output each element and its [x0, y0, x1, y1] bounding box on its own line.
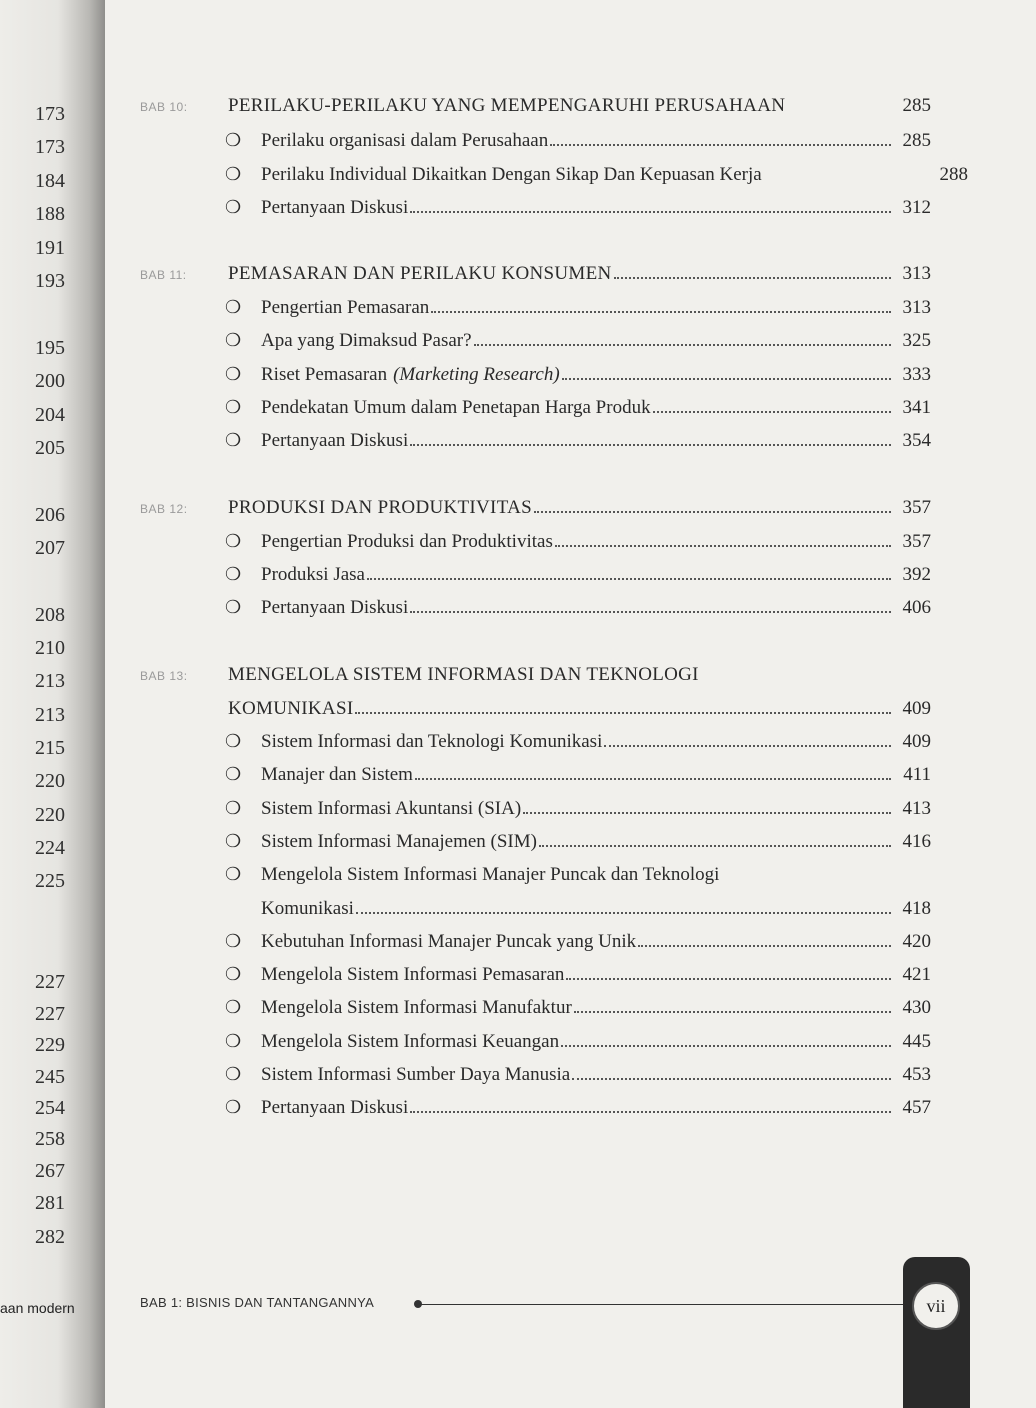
gutter-page-number: 245 — [35, 1066, 65, 1088]
gutter-page-number: 200 — [35, 370, 65, 392]
item-label: Pengertian Pemasaran — [261, 297, 430, 318]
dot-leader — [410, 611, 891, 613]
dot-leader — [523, 812, 891, 814]
item-label: Mengelola Sistem Informasi Pemasaran — [261, 964, 565, 985]
toc-item[interactable] — [225, 1097, 931, 1119]
page-number: 341 — [902, 397, 931, 418]
item-label: Apa yang Dimaksud Pasar? — [261, 330, 472, 351]
circle-bullet-icon: ❍ — [225, 197, 242, 218]
page-number: 416 — [902, 831, 931, 852]
item-label: Pertanyaan Diskusi — [261, 597, 409, 618]
toc-item[interactable] — [225, 764, 931, 786]
toc-item[interactable] — [225, 531, 931, 553]
dot-leader — [561, 1045, 891, 1047]
page-number: 392 — [902, 564, 931, 585]
page-number: 313 — [902, 297, 931, 318]
chapter-label: BAB 11: — [140, 268, 187, 282]
toc-item[interactable] — [225, 597, 931, 619]
page-number: 285 — [902, 95, 931, 116]
page-number: 409 — [902, 698, 931, 719]
dot-leader — [539, 845, 891, 847]
circle-bullet-icon: ❍ — [225, 931, 242, 952]
page-number: 421 — [902, 964, 931, 985]
gutter-footer-text: aan modern — [0, 1300, 75, 1316]
page-number: 357 — [902, 497, 931, 518]
item-label: Pertanyaan Diskusi — [261, 1097, 409, 1118]
dot-leader — [410, 444, 891, 446]
dot-leader — [415, 778, 891, 780]
toc-item[interactable] — [225, 564, 931, 586]
chapter-label: BAB 13: — [140, 669, 188, 683]
page-number: 313 — [902, 263, 931, 284]
dot-leader — [572, 1078, 891, 1080]
chapter-label: BAB 10: — [140, 100, 188, 114]
chapter-title: PERILAKU-PERILAKU YANG MEMPENGARUHI PERUSAHAAN — [228, 95, 786, 116]
circle-bullet-icon: ❍ — [225, 164, 242, 185]
item-label: Pertanyaan Diskusi — [261, 197, 409, 218]
page-number: 288 — [939, 164, 968, 185]
running-footer-title: BAB 1: BISNIS DAN TANTANGANNYA — [140, 1295, 375, 1310]
page-number: 325 — [902, 330, 931, 351]
dot-leader — [356, 912, 891, 914]
gutter-page-number: 225 — [35, 870, 65, 892]
gutter-page-number: 184 — [35, 170, 65, 192]
circle-bullet-icon: ❍ — [225, 831, 242, 852]
page-number: 354 — [902, 430, 931, 451]
item-label: Mengelola Sistem Informasi Manufaktur — [261, 997, 572, 1018]
page-number: 445 — [902, 1031, 931, 1052]
dot-leader — [653, 411, 891, 413]
circle-bullet-icon: ❍ — [225, 1031, 242, 1052]
circle-bullet-icon: ❍ — [225, 1097, 242, 1118]
toc-item-continued[interactable] — [261, 898, 931, 920]
dot-leader — [367, 578, 891, 580]
toc-item[interactable] — [225, 130, 931, 152]
toc-item[interactable] — [225, 931, 931, 953]
dot-leader — [566, 978, 891, 980]
footer-rule — [420, 1304, 905, 1305]
circle-bullet-icon: ❍ — [225, 297, 242, 318]
item-label: Sistem Informasi Sumber Daya Manusia — [261, 1064, 571, 1085]
dot-leader — [555, 545, 891, 547]
gutter-page-number: 281 — [35, 1192, 65, 1214]
gutter-page-number: 227 — [35, 971, 65, 993]
item-label: Riset Pemasaran — [261, 364, 388, 385]
gutter-page-number: 213 — [35, 670, 65, 692]
chapter-title: MENGELOLA SISTEM INFORMASI DAN TEKNOLOGI — [228, 664, 699, 685]
circle-bullet-icon: ❍ — [225, 531, 242, 552]
toc-item[interactable] — [225, 731, 931, 753]
chapter-heading[interactable] — [140, 497, 931, 519]
page-number: 453 — [902, 1064, 931, 1085]
item-label: Mengelola Sistem Informasi Manajer Puncak dan Teknologi — [261, 864, 720, 885]
dot-leader — [574, 1011, 891, 1013]
gutter-page-number: 205 — [35, 437, 65, 459]
dot-leader — [534, 511, 891, 513]
gutter-page-number: 188 — [35, 203, 65, 225]
page-number: 413 — [902, 798, 931, 819]
dot-leader — [562, 378, 891, 380]
toc-item[interactable] — [225, 1031, 931, 1053]
toc-item[interactable] — [225, 997, 931, 1019]
gutter-page-number: 195 — [35, 337, 65, 359]
gutter-page-number: 258 — [35, 1128, 65, 1150]
chapter-heading[interactable] — [140, 263, 931, 285]
toc-item[interactable] — [225, 330, 931, 352]
dot-leader — [431, 311, 891, 313]
page-number: 418 — [902, 898, 931, 919]
dot-leader — [614, 277, 891, 279]
circle-bullet-icon: ❍ — [225, 1064, 242, 1085]
chapter-title: KOMUNIKASI — [228, 698, 354, 719]
page-number: 457 — [902, 1097, 931, 1118]
circle-bullet-icon: ❍ — [225, 864, 242, 885]
gutter-page-number: 229 — [35, 1034, 65, 1056]
toc-item[interactable] — [225, 164, 968, 186]
page-number: 357 — [902, 531, 931, 552]
gutter-page-number: 227 — [35, 1003, 65, 1025]
item-label: Manajer dan Sistem — [261, 764, 413, 785]
item-label-italic: (Marketing Research) — [393, 364, 560, 385]
page-number-badge: vii — [912, 1282, 960, 1330]
gutter-page-number: 213 — [35, 704, 65, 726]
item-label: Sistem Informasi Akuntansi (SIA) — [261, 798, 522, 819]
gutter-page-number: 267 — [35, 1160, 65, 1182]
toc-item[interactable] — [225, 364, 931, 386]
chapter-label: BAB 12: — [140, 502, 188, 516]
dot-leader — [474, 344, 891, 346]
circle-bullet-icon: ❍ — [225, 330, 242, 351]
item-label: Pendekatan Umum dalam Penetapan Harga Produk — [261, 397, 651, 418]
gutter-page-number: 173 — [35, 103, 65, 125]
circle-bullet-icon: ❍ — [225, 997, 242, 1018]
chapter-title: PRODUKSI DAN PRODUKTIVITAS — [228, 497, 532, 518]
page-number: 312 — [902, 197, 931, 218]
toc-item[interactable] — [225, 864, 931, 886]
toc-item[interactable] — [225, 397, 931, 419]
page-number: 411 — [903, 764, 931, 785]
item-label: Pengertian Produksi dan Produktivitas — [261, 531, 553, 552]
item-label: Pertanyaan Diskusi — [261, 430, 409, 451]
dot-leader — [638, 945, 891, 947]
chapter-heading-continued[interactable] — [228, 698, 931, 720]
item-label: Perilaku Individual Dikaitkan Dengan Sikap Dan Kepuasan Kerja — [261, 164, 762, 185]
dot-leader — [550, 144, 891, 146]
gutter-page-number: 220 — [35, 804, 65, 826]
gutter-page-number: 191 — [35, 237, 65, 259]
circle-bullet-icon: ❍ — [225, 764, 242, 785]
circle-bullet-icon: ❍ — [225, 364, 242, 385]
circle-bullet-icon: ❍ — [225, 564, 242, 585]
dot-leader — [355, 712, 891, 714]
item-label: Perilaku organisasi dalam Perusahaan — [261, 130, 549, 151]
gutter-page-number: 254 — [35, 1097, 65, 1119]
page-number: 420 — [902, 931, 931, 952]
toc-item[interactable] — [225, 964, 931, 986]
gutter-page-number: 207 — [35, 537, 65, 559]
item-label: Produksi Jasa — [261, 564, 365, 585]
page-number: 430 — [902, 997, 931, 1018]
gutter-page-number: 282 — [35, 1226, 65, 1248]
page-tab — [903, 1257, 970, 1408]
circle-bullet-icon: ❍ — [225, 397, 242, 418]
toc-item[interactable] — [225, 798, 931, 820]
item-label: Komunikasi — [261, 898, 354, 919]
toc-item[interactable] — [225, 1064, 931, 1086]
page-number: 333 — [902, 364, 931, 385]
circle-bullet-icon: ❍ — [225, 597, 242, 618]
item-label: Sistem Informasi dan Teknologi Komunikasi — [261, 731, 603, 752]
gutter-page-number: 208 — [35, 604, 65, 626]
chapter-title: PEMASARAN DAN PERILAKU KONSUMEN — [228, 263, 612, 284]
circle-bullet-icon: ❍ — [225, 964, 242, 985]
chapter-heading[interactable] — [140, 95, 931, 117]
item-label: Sistem Informasi Manajemen (SIM) — [261, 831, 537, 852]
gutter-page-number: 173 — [35, 136, 65, 158]
toc-item[interactable] — [225, 430, 931, 452]
dot-leader — [410, 1111, 891, 1113]
page-number: 409 — [902, 731, 931, 752]
gutter-page-number: 193 — [35, 270, 65, 292]
gutter-page-number: 220 — [35, 770, 65, 792]
dot-leader — [410, 211, 891, 213]
gutter-page-number: 206 — [35, 504, 65, 526]
circle-bullet-icon: ❍ — [225, 130, 242, 151]
gutter-page-number: 204 — [35, 404, 65, 426]
toc-item[interactable] — [225, 197, 931, 219]
item-label: Kebutuhan Informasi Manajer Puncak yang Unik — [261, 931, 637, 952]
circle-bullet-icon: ❍ — [225, 430, 242, 451]
page-number: 285 — [902, 130, 931, 151]
item-label: Mengelola Sistem Informasi Keuangan — [261, 1031, 560, 1052]
chapter-heading[interactable] — [140, 664, 931, 686]
circle-bullet-icon: ❍ — [225, 798, 242, 819]
circle-bullet-icon: ❍ — [225, 731, 242, 752]
gutter-page-number: 215 — [35, 737, 65, 759]
page-number: 406 — [902, 597, 931, 618]
toc-item[interactable] — [225, 831, 931, 853]
toc-item[interactable] — [225, 297, 931, 319]
gutter-page-number: 210 — [35, 637, 65, 659]
gutter-page-number: 224 — [35, 837, 65, 859]
dot-leader — [604, 745, 891, 747]
